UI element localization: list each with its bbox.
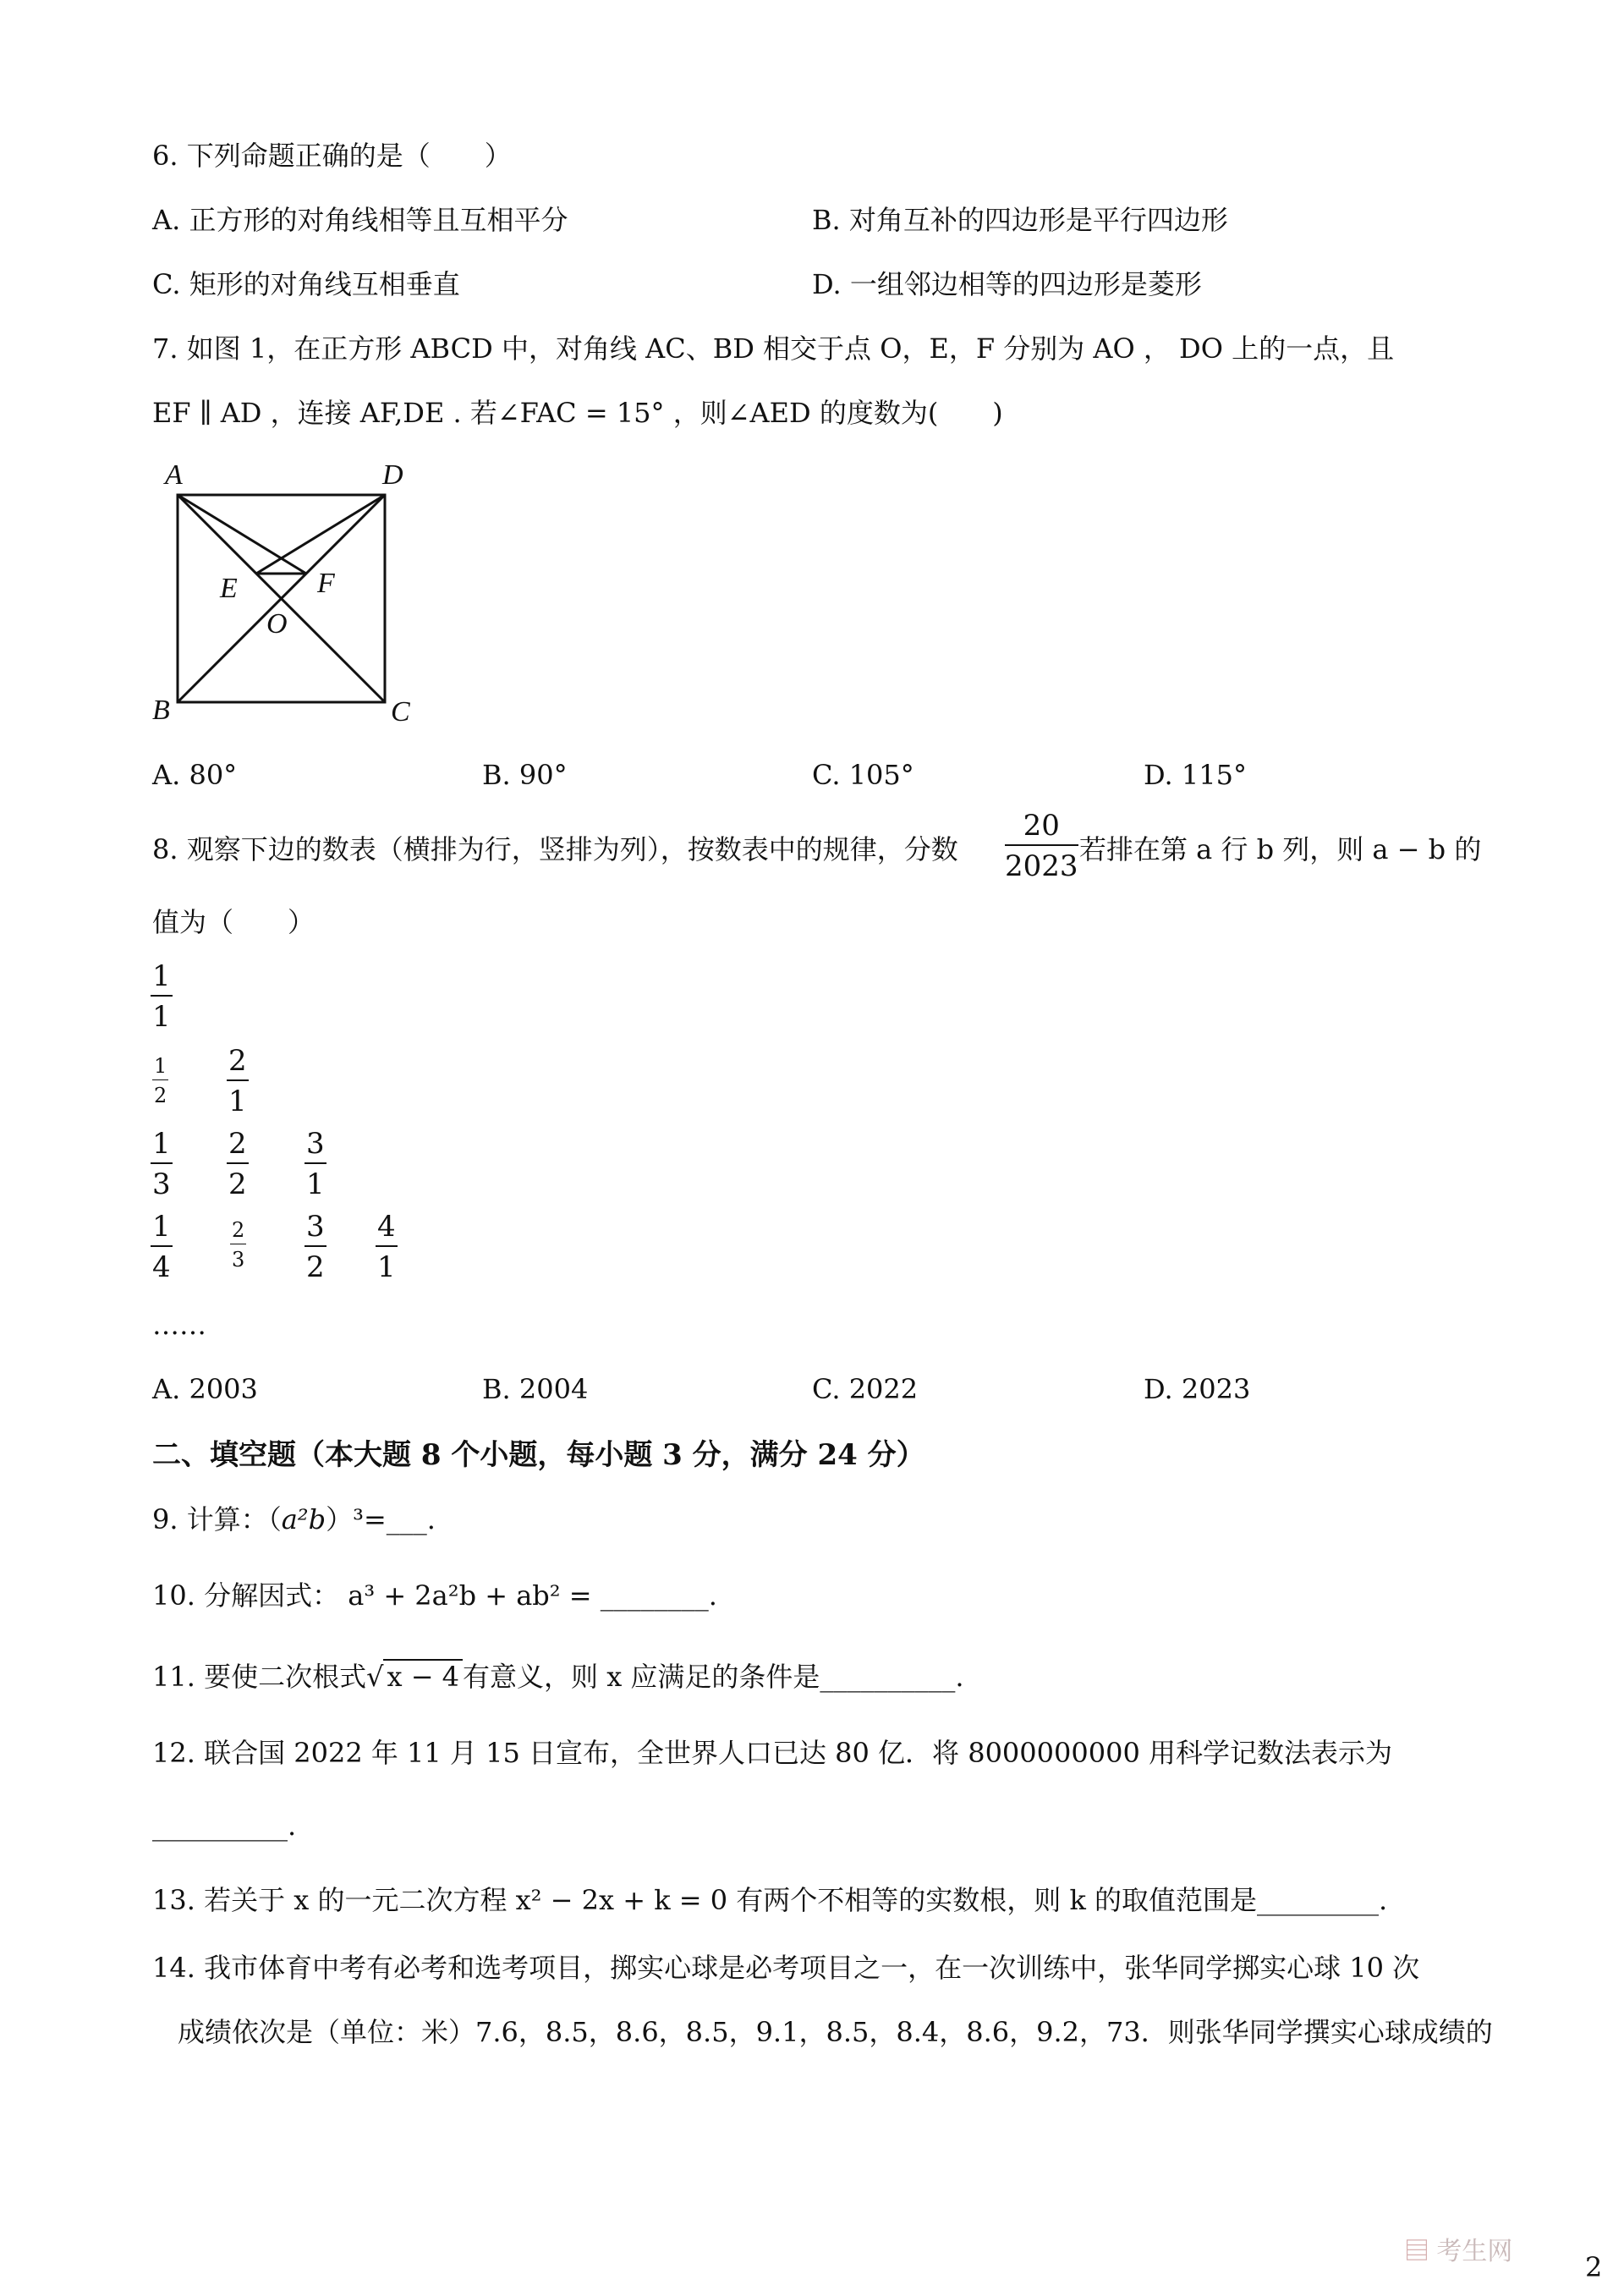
q8-stem-before: 8. 观察下边的数表（横排为行，竖排为列），按数表中的规律，分数 bbox=[152, 833, 958, 865]
table-cell: $\frac{3}{2}$ bbox=[306, 1210, 325, 1284]
q9-line bbox=[152, 1502, 436, 1536]
q7-option-c: C. 105° bbox=[812, 759, 914, 791]
table-cell: $\frac{1}{3}$ bbox=[152, 1127, 171, 1201]
q7-option-b: B. 90° bbox=[482, 759, 568, 791]
label-b: B bbox=[152, 695, 170, 726]
q11-radical bbox=[366, 1660, 463, 1694]
q6-option-c: C. 矩形的对角线互相垂直 bbox=[152, 268, 460, 300]
q8-option-a: A. 2003 bbox=[152, 1373, 258, 1405]
q8-ellipsis: …… bbox=[152, 1309, 206, 1341]
table-cell: $\frac{2}{1}$ bbox=[228, 1044, 247, 1118]
label-c: C bbox=[391, 696, 410, 728]
q9-prefix: 9. 计算：（ bbox=[152, 1503, 282, 1535]
q8-fraction bbox=[1005, 809, 1078, 883]
table-cell: $\frac{2}{3}$ bbox=[232, 1218, 245, 1272]
q10-line: 10. 分解因式： a³ + 2a²b + ab² = ________. bbox=[152, 1579, 717, 1612]
q12-line2: __________. bbox=[152, 1810, 297, 1842]
watermark-logo: ▤ 考生网 bbox=[1404, 2238, 1513, 2266]
table-cell: $\frac{4}{1}$ bbox=[377, 1210, 396, 1284]
q9-expression: a²b bbox=[281, 1503, 326, 1535]
q6-stem: 6. 下列命题正确的是（ ） bbox=[152, 140, 512, 172]
label-e: E bbox=[220, 573, 238, 604]
q6-option-d: D. 一组邻边相等的四边形是菱形 bbox=[812, 268, 1202, 300]
q14-line1: 14. 我市体育中考有必考和选考项目，掷实心球是必考项目之一，在一次训练中，张华同学掷实心球 10 次 bbox=[152, 1952, 1420, 1984]
q6-option-a: A. 正方形的对角线相等且互相平分 bbox=[152, 204, 568, 236]
segment-af bbox=[178, 495, 306, 574]
label-a: A bbox=[165, 459, 183, 491]
q11-line bbox=[152, 1660, 964, 1694]
q6-option-b: B. 对角互补的四边形是平行四边形 bbox=[812, 204, 1228, 236]
q8-fraction-denominator: 2023 bbox=[1005, 849, 1078, 883]
q8-option-b: B. 2004 bbox=[482, 1373, 589, 1405]
q8-option-c: C. 2022 bbox=[812, 1373, 919, 1405]
table-cell: $\frac{1}{2}$ bbox=[154, 1054, 167, 1107]
page-number: 2 bbox=[1585, 2251, 1603, 2283]
q8-stem-after: 若排在第 a 行 b 列，则 a − b 的 bbox=[1079, 833, 1482, 865]
table-cell: $\frac{1}{4}$ bbox=[152, 1210, 171, 1284]
section-heading: 二、填空题（本大题 8 个小题，每小题 3 分，满分 24 分） bbox=[152, 1438, 925, 1472]
watermark-icon: ▤ bbox=[1404, 2238, 1429, 2266]
table-cell: $\frac{3}{1}$ bbox=[306, 1127, 325, 1201]
q8-stem-line2: 值为（ ） bbox=[152, 906, 315, 938]
q8-fraction-numerator: 20 bbox=[1005, 809, 1078, 846]
q7-figure-square bbox=[144, 457, 448, 736]
q7-stem-line1: 7. 如图 1，在正方形 ABCD 中，对角线 AC、BD 相交于点 O，E，F 分别为 AO ， DO 上的一点，且 bbox=[152, 332, 1395, 365]
label-f: F bbox=[317, 568, 335, 599]
q12-line1: 12. 联合国 2022 年 11 月 15 日宣布，全世界人口已达 80 亿．将 8000000000 用科学记数法表示为 bbox=[152, 1737, 1392, 1769]
q8-option-d: D. 2023 bbox=[1144, 1373, 1251, 1405]
q11-radicand: x − 4 bbox=[383, 1659, 463, 1693]
q13-line: 13. 若关于 x 的一元二次方程 x² − 2x + k = 0 有两个不相等的实数根，则 k 的取值范围是_________. bbox=[152, 1884, 1388, 1916]
q11-prefix: 11. 要使二次根式 bbox=[152, 1661, 367, 1693]
q11-suffix: 有意义，则 x 应满足的条件是__________. bbox=[463, 1661, 964, 1693]
q14-line2: 成绩依次是（单位：米）7.6，8.5，8.6，8.5，9.1，8.5，8.4，8.6，9.2，73．则张华同学撰实心球成绩的 bbox=[178, 2016, 1493, 2048]
q7-option-a: A. 80° bbox=[152, 759, 238, 791]
segment-de bbox=[256, 495, 385, 574]
q9-suffix: ）³=___. bbox=[326, 1503, 436, 1535]
q7-stem-line2: EF ∥ AD ，连接 AF,DE . 若∠FAC = 15° ，则∠AED 的度数为( ) bbox=[152, 397, 1003, 429]
label-o: O bbox=[266, 608, 288, 640]
q7-option-d: D. 115° bbox=[1144, 759, 1247, 791]
label-d: D bbox=[382, 459, 403, 491]
sqrt-sign: √ bbox=[366, 1661, 384, 1693]
table-cell: $\frac{2}{2}$ bbox=[228, 1127, 247, 1201]
table-cell: $\frac{1}{1}$ bbox=[152, 959, 171, 1034]
